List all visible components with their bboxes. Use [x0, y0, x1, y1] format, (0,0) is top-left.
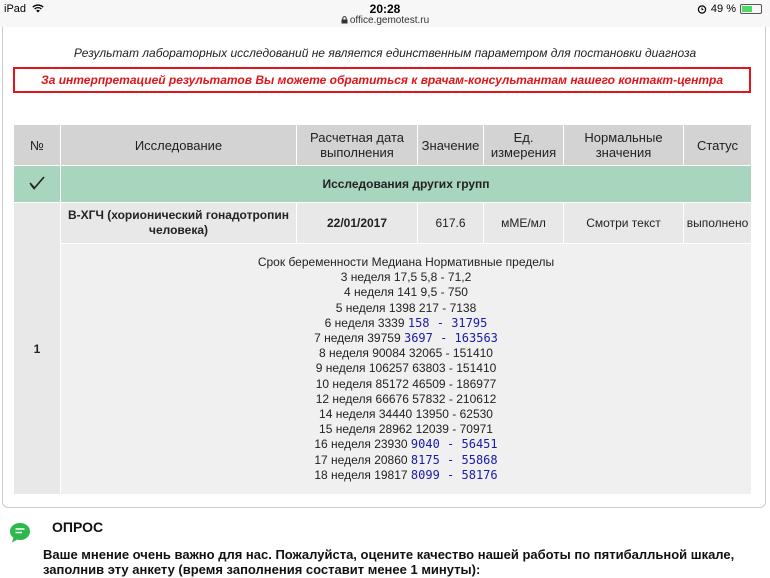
ios-status-bar — [0, 0, 770, 27]
details-line-text: 5 неделя 1398 217 - 7138 — [335, 300, 477, 315]
details-line — [61, 331, 751, 346]
col-header-unit: Ед. измерения — [484, 125, 564, 166]
details-line — [61, 437, 751, 452]
details-line-range: 158 - 31795 — [407, 315, 488, 330]
details-line-text: 7 неделя 39759 — [314, 330, 401, 345]
row-number: 1 — [14, 203, 61, 495]
details-line-text: 3 неделя 17,5 5,8 - 71,2 — [340, 270, 472, 285]
details-line-text: 17 неделя 20860 — [314, 452, 408, 467]
clock: 20:28 — [369, 2, 401, 16]
details-line-text: 15 неделя 28962 12039 - 70971 — [319, 422, 493, 437]
details-line — [61, 392, 751, 407]
group-row — [14, 166, 752, 203]
details-header: Срок беременности Медиана Нормативные пределы — [257, 254, 555, 269]
battery-fill — [742, 6, 752, 12]
study-status: выполнено — [684, 203, 752, 244]
study-date: 22/01/2017 — [297, 203, 418, 244]
device-label: iPad — [4, 3, 27, 15]
results-table — [13, 124, 752, 495]
details-line — [61, 407, 751, 422]
details-line-text: 9 неделя 106257 63803 - 151410 — [315, 361, 497, 376]
col-header-date: Расчетная дата выполнения — [297, 125, 418, 166]
col-header-num: № — [14, 125, 61, 166]
details-line — [61, 453, 751, 468]
battery-percent: 49 % — [710, 3, 736, 15]
col-header-study: Исследование — [61, 125, 297, 166]
study-unit: мМЕ/мл — [484, 203, 564, 244]
battery-icon — [740, 4, 762, 14]
disclaimer-text: Результат лабораторных исследований не является единственным параметром для постановки диагноза — [73, 46, 697, 60]
details-line-range: 8099 - 58176 — [410, 467, 498, 482]
details-line-text: 12 неделя 66676 57832 - 210612 — [315, 391, 497, 406]
warning-box: За интерпретацией результатов Вы можете обратиться к врачам-консультантам нашего контакт-центра — [13, 67, 751, 93]
details-line-text: 16 неделя 23930 — [314, 437, 408, 452]
study-normal: Смотри текст — [564, 203, 684, 244]
study-value: 617.6 — [418, 203, 484, 244]
details-line-text: 14 неделя 34440 13950 - 62530 — [319, 407, 493, 421]
chat-icon — [8, 521, 32, 545]
details-row — [14, 244, 752, 495]
details-line-text: 4 неделя 141 9,5 - 750 — [344, 285, 468, 300]
details-line-range: 9040 - 56451 — [410, 437, 498, 452]
poll-text: Ваше мнение очень важно для нас. Пожалуйста, оцените качество нашей работы по пятибалльной шкале, заполнив эту анкету (время заполнения составит менее 1 минуты): — [43, 547, 735, 577]
table-header-row — [14, 125, 752, 166]
col-header-status: Статус — [684, 125, 752, 166]
alarm-icon — [697, 4, 707, 14]
details-lines — [61, 270, 751, 483]
poll-title: ОПРОС — [52, 519, 104, 535]
url-text: office.gemotest.ru — [349, 15, 430, 26]
col-header-normal: Нормальные значения — [564, 125, 684, 166]
details-line-range: 3697 - 163563 — [403, 330, 498, 345]
details-line-text: 18 неделя 19817 — [314, 467, 408, 482]
details-line-range: 8175 - 55868 — [410, 452, 498, 467]
group-title: Исследования других групп — [61, 166, 752, 203]
details-line — [61, 301, 751, 316]
details-line — [61, 422, 751, 437]
details-line-text: 6 неделя 3339 — [324, 315, 405, 330]
checkmark-icon[interactable] — [28, 175, 46, 191]
status-right — [697, 3, 762, 15]
reference-details — [61, 244, 752, 495]
lock-icon — [341, 16, 348, 24]
group-checkbox-cell[interactable] — [14, 166, 61, 203]
details-line-text: 8 неделя 90084 32065 - 151410 — [319, 346, 493, 361]
details-line — [61, 285, 751, 300]
details-line-text: 10 неделя 85172 46509 - 186977 — [315, 376, 497, 391]
details-line — [61, 377, 751, 392]
details-line — [61, 361, 751, 376]
details-line — [61, 468, 751, 483]
details-line — [61, 270, 751, 285]
address-bar[interactable] — [0, 15, 770, 26]
details-line — [61, 316, 751, 331]
col-header-value: Значение — [418, 125, 484, 166]
details-line — [61, 346, 751, 361]
table-row — [14, 203, 752, 244]
study-name[interactable]: В-ХГЧ (хорионический гонадотропин человека) — [61, 203, 297, 244]
